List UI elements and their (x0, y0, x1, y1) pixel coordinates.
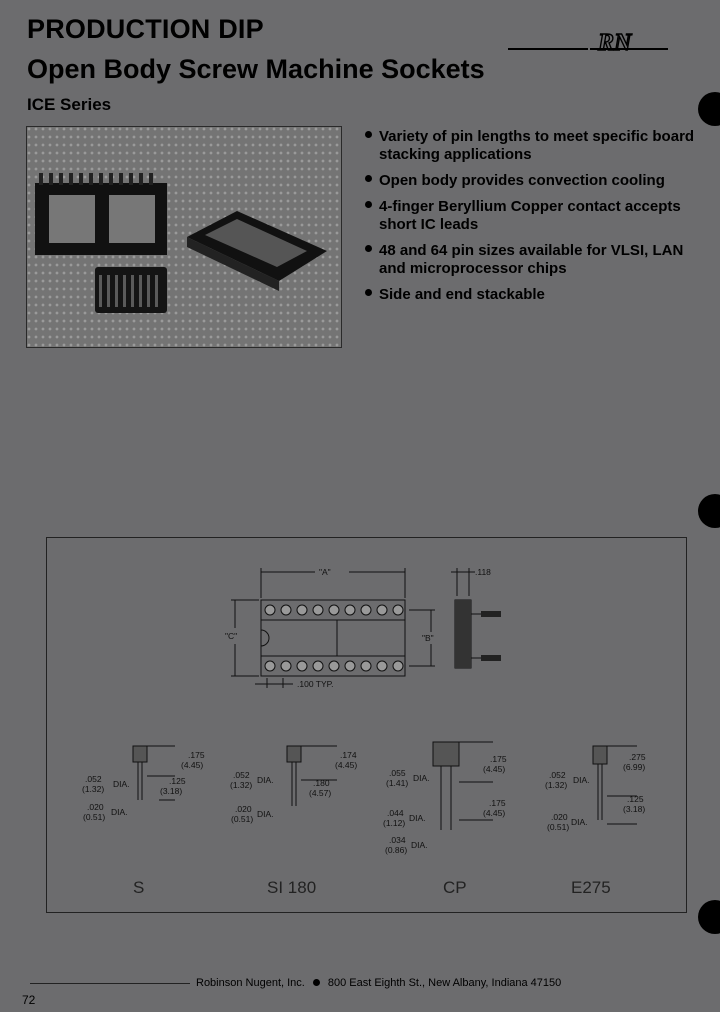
dim-text: DIA. (113, 779, 130, 789)
dim-text: .175 (489, 798, 506, 808)
dim-text: (3.18) (623, 804, 646, 814)
product-photo (26, 126, 342, 348)
bullet-icon (365, 131, 372, 138)
dim-text: DIA. (111, 807, 128, 817)
feature-item (362, 286, 712, 304)
feature-list (362, 128, 712, 312)
technical-drawing (46, 537, 687, 913)
variant-label: CP (443, 878, 467, 897)
height-label: .118 (475, 567, 491, 577)
company-logo (590, 28, 668, 58)
dim-text: .052 (85, 774, 102, 784)
dim-text: (3.18) (160, 786, 183, 796)
dim-text: DIA. (573, 775, 590, 785)
feature-text: Side and end stackable (379, 286, 545, 303)
dim-text: (1.32) (82, 784, 105, 794)
dim-text: .044 (387, 808, 404, 818)
dim-text: .180 (313, 778, 330, 788)
dim-text: (4.45) (483, 808, 506, 818)
socket-photo-illustration (27, 127, 342, 348)
punch-hole (698, 900, 720, 934)
dim-text: .175 (490, 754, 507, 764)
page-title: PRODUCTION DIP (27, 14, 264, 44)
dim-text: (6.99) (623, 762, 646, 772)
footer (190, 977, 567, 989)
dim-text: .174 (340, 750, 357, 760)
bullet-icon (365, 289, 372, 296)
dim-text: .125 (169, 776, 186, 786)
drawing-canvas (47, 538, 688, 914)
dim-text: (0.51) (231, 814, 254, 824)
bullet-icon (365, 175, 372, 182)
dim-text: DIA. (257, 775, 274, 785)
logo-text: RN (598, 30, 632, 56)
dim-text: .052 (233, 770, 250, 780)
dim-text: .052 (549, 770, 566, 780)
punch-hole (698, 494, 720, 528)
variant-label: E275 (571, 878, 611, 897)
dim-text: DIA. (413, 773, 430, 783)
feature-item (362, 172, 712, 190)
variant-label: SI 180 (267, 878, 317, 897)
feature-item (362, 128, 712, 164)
punch-hole (698, 92, 720, 126)
dim-c-label: "C" (225, 631, 238, 641)
dim-text: (4.45) (483, 764, 506, 774)
series-label: ICE Series (27, 95, 112, 114)
bullet-icon (365, 245, 372, 252)
dim-text: .175 (188, 750, 205, 760)
dim-text: (4.57) (309, 788, 332, 798)
dim-text: .034 (389, 835, 406, 845)
dim-b-label: "B" (422, 633, 434, 643)
dim-text: (0.51) (83, 812, 106, 822)
page-subtitle: Open Body Screw Machine Sockets (27, 54, 485, 84)
dim-text: (1.12) (383, 818, 406, 828)
dim-text: .020 (235, 804, 252, 814)
dim-text: DIA. (411, 840, 428, 850)
dim-text: (1.32) (545, 780, 568, 790)
dim-text: (0.51) (547, 822, 570, 832)
dim-text: (4.45) (181, 760, 204, 770)
dim-text: DIA. (571, 817, 588, 827)
feature-text: 48 and 64 pin sizes available for VLSI, LAN and microprocessor chips (379, 242, 684, 277)
dim-text: (1.32) (230, 780, 253, 790)
dim-text: (4.45) (335, 760, 358, 770)
header-rule (508, 48, 588, 50)
dim-a-label: "A" (319, 567, 331, 577)
feature-text: Open body provides convection cooling (379, 172, 665, 189)
dim-text: DIA. (257, 809, 274, 819)
dim-text: (0.86) (385, 845, 408, 855)
dim-text: DIA. (409, 813, 426, 823)
dim-text: .125 (627, 794, 644, 804)
footer-address: 800 East Eighth St., New Albany, Indiana 47150 (327, 977, 562, 989)
footer-company: Robinson Nugent, Inc. (196, 977, 305, 989)
feature-item (362, 242, 712, 278)
dim-text: .020 (551, 812, 568, 822)
feature-item (362, 198, 712, 234)
variant-label: S (133, 878, 145, 897)
feature-text: Variety of pin lengths to meet specific board stacking applications (379, 128, 695, 163)
dim-text: .275 (629, 752, 646, 762)
bullet-icon (365, 201, 372, 208)
dim-text: .055 (389, 768, 406, 778)
page-number: 72 (22, 993, 36, 1007)
dim-text: .020 (87, 802, 104, 812)
bullet-icon (313, 979, 320, 986)
feature-text: 4-finger Beryllium Copper contact accepts short IC leads (379, 198, 681, 233)
dim-text: (1.41) (386, 778, 409, 788)
pitch-label: .100 TYP. (297, 679, 334, 689)
